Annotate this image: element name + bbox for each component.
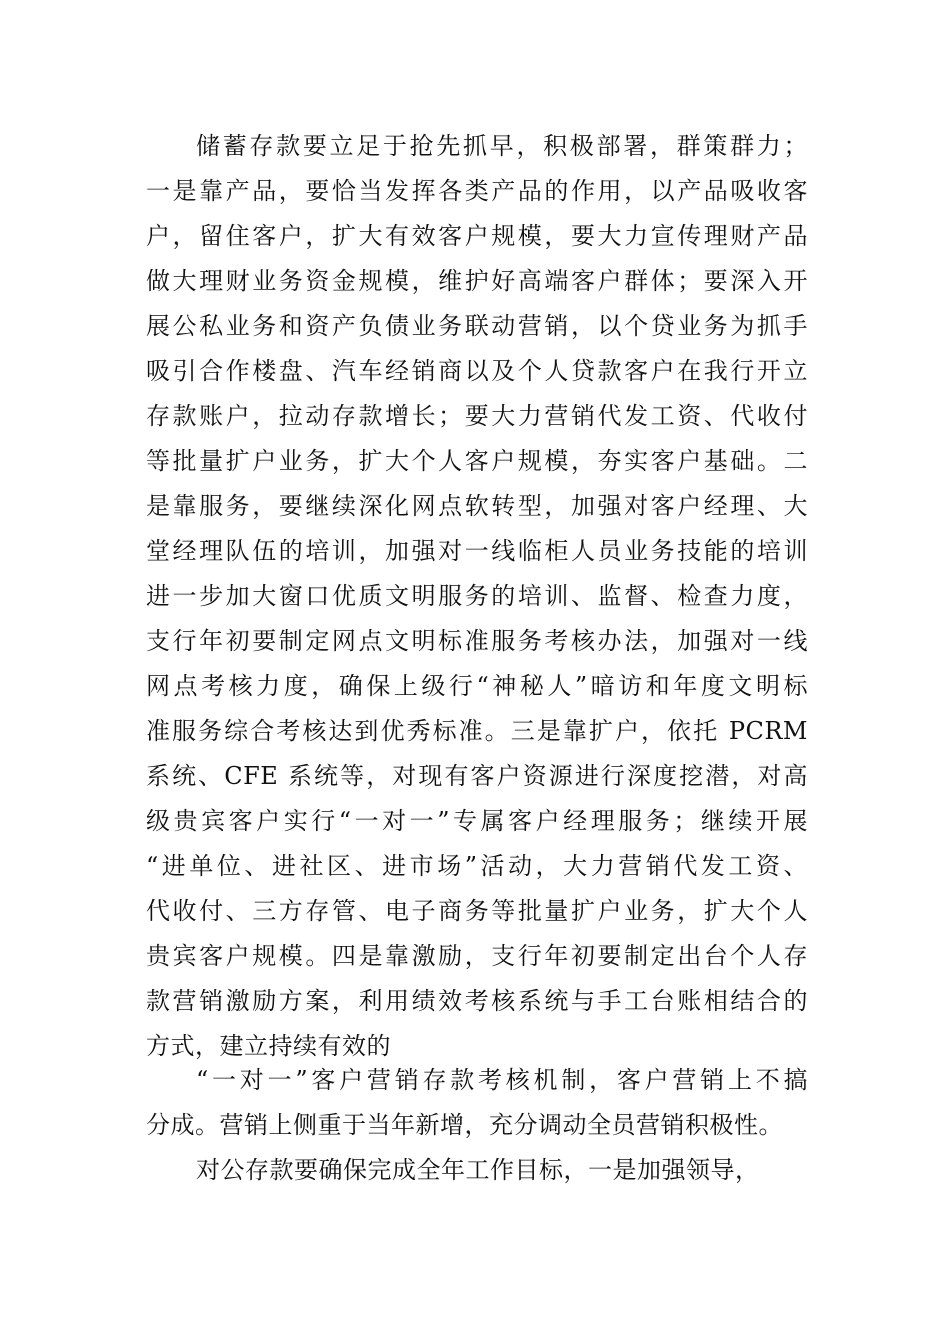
text-line: 贵宾客户规模。四是靠激励，支行年初要制定出台个人存: [146, 942, 808, 970]
text-line: “一对一”客户营销存款考核机制，客户营销上不搞: [196, 1066, 808, 1094]
text-line: 展公私业务和资产负债业务联动营销，以个贷业务为抓手: [146, 312, 808, 340]
text-line: 款营销激励方案，利用绩效考核系统与手工台账相结合的: [146, 987, 808, 1015]
text-line: 户，留住客户，扩大有效客户规模，要大力宣传理财产品: [146, 222, 808, 250]
text-line: 分成。营销上侧重于当年新增，充分调动全员营销积极性。: [146, 1111, 783, 1139]
paragraph-retail-deposits: [146, 124, 808, 1069]
paragraph-corporate-deposits: [146, 1148, 808, 1193]
text-line: 堂经理队伍的培训，加强对一线临柜人员业务技能的培训: [146, 537, 808, 565]
paragraph-assessment-mechanism: [146, 1058, 808, 1148]
text-line: 一是靠产品，要恰当发挥各类产品的作用，以产品吸收客: [146, 177, 808, 205]
text-line: 对公存款要确保完成全年工作目标，一是加强领导，: [196, 1156, 760, 1184]
text-line: 存款账户，拉动存款增长；要大力营销代发工资、代收付: [146, 402, 808, 430]
text-line: 吸引合作楼盘、汽车经销商以及个人贷款客户在我行开立: [146, 357, 808, 385]
text-line: 支行年初要制定网点文明标准服务考核办法，加强对一线: [146, 627, 808, 655]
text-line: 级贵宾客户实行“一对一”专属客户经理服务；继续开展: [146, 807, 808, 835]
text-line: 方式，建立持续有效的: [146, 1032, 391, 1060]
text-line: “进单位、进社区、进市场”活动，大力营销代发工资、: [146, 852, 808, 880]
text-line: 是靠服务，要继续深化网点软转型，加强对客户经理、大: [146, 492, 808, 520]
text-line: 系统、CFE 系统等，对现有客户资源进行深度挖潜，对高: [146, 762, 808, 790]
text-line: 代收付、三方存管、电子商务等批量扩户业务，扩大个人: [146, 897, 808, 925]
text-line: 进一步加大窗口优质文明服务的培训、监督、检查力度，: [146, 582, 808, 610]
text-line: 储蓄存款要立足于抢先抓早，积极部署，群策群力；: [196, 132, 808, 160]
text-line: 做大理财业务资金规模，维护好高端客户群体；要深入开: [146, 267, 808, 295]
text-line: 网点考核力度，确保上级行“神秘人”暗访和年度文明标: [146, 672, 808, 700]
text-line: 准服务综合考核达到优秀标准。三是靠扩户，依托 PCRM: [146, 717, 808, 745]
text-line: 等批量扩户业务，扩大个人客户规模，夯实客户基础。二: [146, 447, 808, 475]
